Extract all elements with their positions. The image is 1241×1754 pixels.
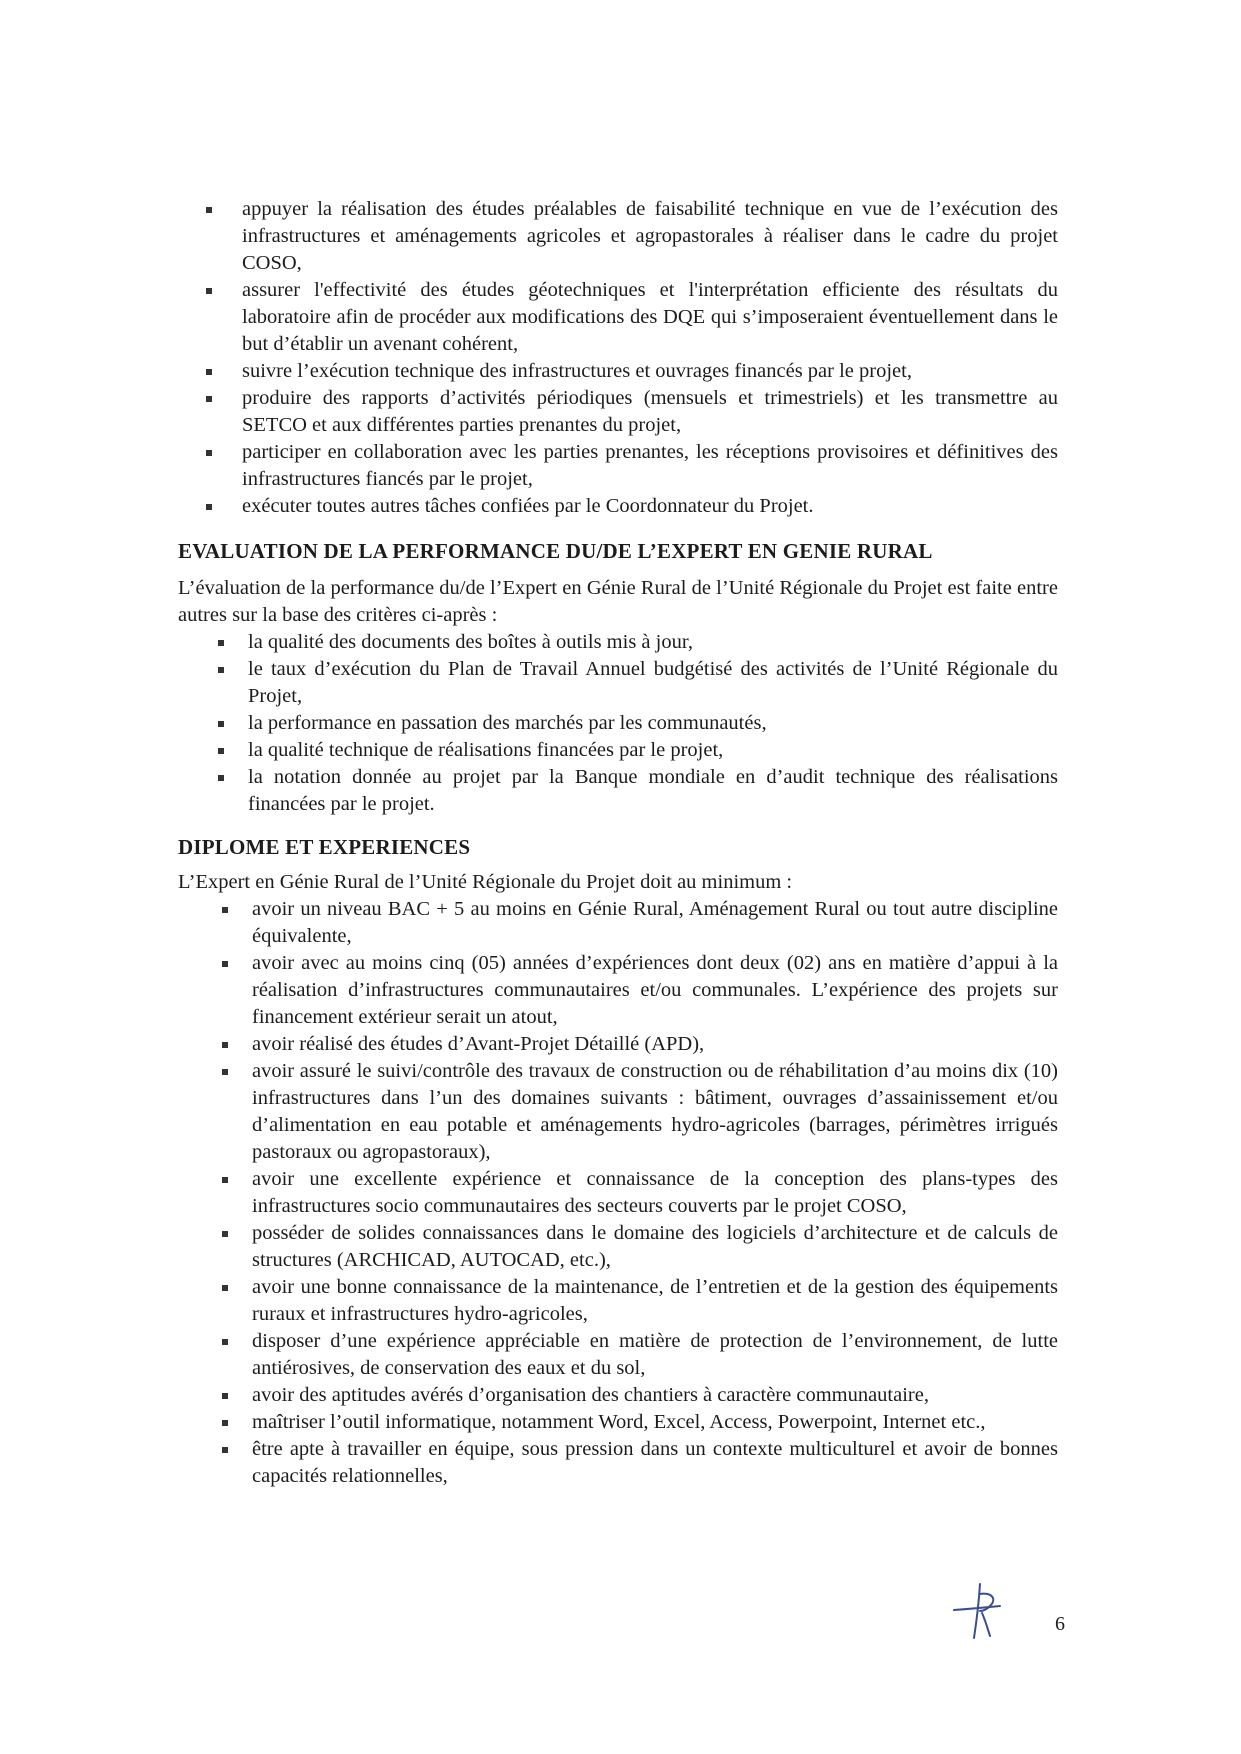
bullet-icon (222, 1069, 228, 1075)
list-item (178, 1031, 1058, 1058)
list-item (178, 764, 1058, 818)
list-item-text: appuyer la réalisation des études préalables de faisabilité technique en vue de l’exécution des infrastructures et aménagements agricoles et agropastorales à réaliser dans le cadre du projet COSO, (242, 198, 1058, 274)
list-item-text: avoir assuré le suivi/contrôle des travaux de construction ou de réhabilitation d’au moins dix (10) infrastructures dans l’un des domaines suivants : bâtiment, ouvrages d’assainissement et/ou d’alimentation en eau potable et aménagements hydro-agricoles (barrages, périmètres irrigués pastoraux ou agropastoraux), (252, 1060, 1058, 1163)
evaluation-section-title: EVALUATION DE LA PERFORMANCE DU/DE L’EXPERT EN GENIE RURAL (178, 539, 933, 563)
bullet-icon (218, 667, 224, 673)
list-item (178, 358, 1058, 385)
list-item-text: la notation donnée au projet par la Banque mondiale en d’audit technique des réalisations financées par le projet. (248, 766, 1058, 815)
list-item-text: participer en collaboration avec les parties prenantes, les réceptions provisoires et définitives des infrastructures fiancés par le projet, (242, 441, 1058, 490)
list-item (178, 737, 1058, 764)
list-item (178, 1436, 1058, 1490)
list-item (178, 1409, 1058, 1436)
list-item (178, 1058, 1058, 1166)
list-item-text: disposer d’une expérience appréciable en matière de protection de l’environnement, de lutte antiérosives, de conservation des eaux et du sol, (252, 1330, 1058, 1379)
bullet-icon (206, 369, 212, 375)
page-number: 6 (1055, 1613, 1065, 1635)
list-item (178, 1166, 1058, 1220)
tasks-list (178, 196, 1058, 520)
list-item (178, 710, 1058, 737)
evaluation-criteria-list (178, 629, 1058, 818)
bullet-icon (222, 961, 228, 967)
bullet-icon (206, 450, 212, 456)
list-item-text: la qualité technique de réalisations financées par le projet, (248, 739, 724, 761)
diploma-section-title: DIPLOME ET EXPERIENCES (178, 835, 471, 859)
evaluation-intro: L’évaluation de la performance du/de l’Expert en Génie Rural de l’Unité Régionale du Projet est faite entre autres sur la base des critères ci-après : (178, 577, 1058, 626)
bullet-icon (222, 1285, 228, 1291)
list-item-text: produire des rapports d’activités périodiques (mensuels et trimestriels) et les transmettre au SETCO et aux différentes parties prenantes du projet, (242, 387, 1058, 436)
list-item (178, 656, 1058, 710)
list-item-text: avoir des aptitudes avérés d’organisation des chantiers à caractère communautaire, (252, 1384, 929, 1406)
bullet-icon (222, 1393, 228, 1399)
list-item-text: assurer l'effectivité des études géotechniques et l'interprétation efficiente des résultats du laboratoire afin de procéder aux modifications des DQE qui s’imposeraient éventuellement dans le but d’établir un avenant cohérent, (242, 279, 1058, 355)
list-item-text: être apte à travailler en équipe, sous pression dans un contexte multiculturel et avoir de bonnes capacités relationnelles, (252, 1438, 1058, 1487)
list-item-text: posséder de solides connaissances dans le domaine des logiciels d’architecture et de calculs de structures (ARCHICAD, AUTOCAD, etc.), (252, 1222, 1058, 1271)
list-item-text: avoir avec au moins cinq (05) années d’expériences dont deux (02) ans en matière d’appui à la réalisation d’infrastructures communautaires et/ou communales. L’expérience des projets sur financement extérieur serait un atout, (252, 952, 1058, 1028)
bullet-icon (222, 1447, 228, 1453)
bullet-icon (218, 748, 224, 754)
diploma-intro: L’Expert en Génie Rural de l’Unité Régionale du Projet doit au minimum : (178, 871, 793, 893)
list-item (178, 629, 1058, 656)
list-item-text: avoir une excellente expérience et connaissance de la conception des plans-types des infrastructures socio communautaires des secteurs couverts par le projet COSO, (252, 1168, 1058, 1217)
bullet-icon (206, 396, 212, 402)
list-item (178, 1328, 1058, 1382)
list-item (178, 1274, 1058, 1328)
bullet-icon (218, 721, 224, 727)
list-item (178, 493, 1058, 520)
list-item-text: avoir réalisé des études d’Avant-Projet Détaillé (APD), (252, 1033, 705, 1055)
list-item-text: avoir un niveau BAC + 5 au moins en Génie Rural, Aménagement Rural ou tout autre discipline équivalente, (252, 898, 1058, 947)
bullet-icon (206, 288, 212, 294)
list-item (178, 385, 1058, 439)
bullet-icon (218, 640, 224, 646)
list-item-text: la performance en passation des marchés par les communautés, (248, 712, 767, 734)
list-item-text: le taux d’exécution du Plan de Travail Annuel budgétisé des activités de l’Unité Régionale du Projet, (248, 658, 1058, 707)
bullet-icon (222, 907, 228, 913)
bullet-icon (222, 1420, 228, 1426)
list-item-text: exécuter toutes autres tâches confiées par le Coordonnateur du Projet. (242, 495, 814, 517)
list-item (178, 439, 1058, 493)
list-item (178, 1382, 1058, 1409)
bullet-icon (222, 1231, 228, 1237)
list-item-text: maîtriser l’outil informatique, notamment Word, Excel, Access, Powerpoint, Internet etc., (252, 1411, 986, 1433)
bullet-icon (222, 1042, 228, 1048)
list-item (178, 277, 1058, 358)
bullet-icon (206, 207, 212, 213)
list-item (178, 896, 1058, 950)
list-item-text: suivre l’exécution technique des infrastructures et ouvrages financés par le projet, (242, 360, 912, 382)
bullet-icon (206, 504, 212, 510)
list-item (178, 950, 1058, 1031)
page-content (178, 196, 1058, 1490)
handwritten-initials-signature (950, 1580, 1010, 1640)
list-item-text: la qualité des documents des boîtes à outils mis à jour, (248, 631, 693, 653)
list-item (178, 1220, 1058, 1274)
diploma-requirements-list (178, 896, 1058, 1490)
bullet-icon (222, 1177, 228, 1183)
bullet-icon (222, 1339, 228, 1345)
bullet-icon (218, 775, 224, 781)
list-item (178, 196, 1058, 277)
list-item-text: avoir une bonne connaissance de la maintenance, de l’entretien et de la gestion des équipements ruraux et infrastructures hydro-agricoles, (252, 1276, 1058, 1325)
